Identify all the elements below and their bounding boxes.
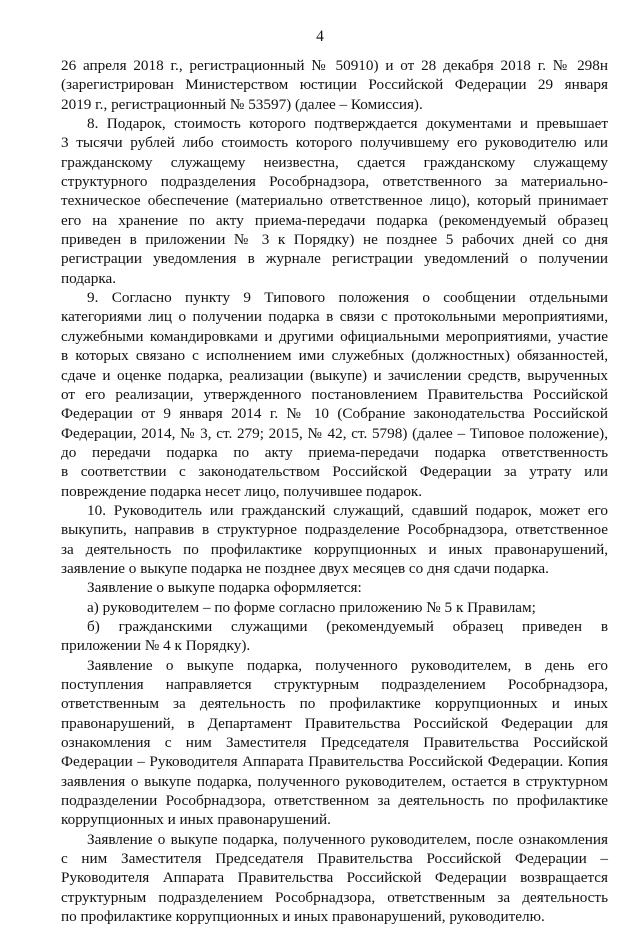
text-line: 10. Руководитель или гражданский служащий, сдавший подарок, может его — [87, 501, 608, 519]
text-line: подарка. — [61, 269, 117, 287]
text-line: Федерации – Руководителя Аппарата Правительства Российской Федерации. Копия — [61, 753, 608, 771]
text-line: регистрации уведомления в журнале регистрации уведомлений о получении — [61, 250, 608, 268]
text-line: поступления направляется структурным подразделением Рособрнадзора, — [61, 676, 608, 693]
text-line: заявления о выкупе подарка, полученного руководителем, остается в структурном — [61, 772, 608, 790]
text-line: с ним Заместителя Председателя Правительства Российской Федерации – — [61, 850, 608, 868]
text-line: до передачи подарка по акту приема-передачи подарка ответственность — [61, 443, 608, 461]
text-line: 3 тысячи рублей либо стоимость которого получившему его руководителю или — [61, 134, 608, 152]
text-line: сдаче и оценке подарка, реализации (выкупе) и зачислении средств, вырученных — [61, 366, 608, 384]
text-line: ознакомления с ним Заместителя Председателя Правительства Российской — [61, 734, 608, 752]
text-line: а) руководителем – по форме согласно приложению № 5 к Правилам; — [87, 598, 536, 616]
text-line: Руководителя Аппарата Правительства Российской Федерации возвращается — [61, 869, 608, 887]
page-number: 4 — [316, 28, 324, 45]
text-line: Заявление о выкупе подарка, полученного руководителем, в день его — [87, 656, 608, 674]
text-line: Федерации от 9 января 2014 г. № 10 (Собрание законодательства Российской — [61, 405, 608, 423]
text-line: повреждение подарка несет лицо, получившее подарок. — [61, 482, 423, 500]
text-line: гражданскому служащему неизвестна, сдается гражданскому служащему — [61, 153, 608, 171]
text-line: 26 апреля 2018 г., регистрационный № 50910) и от 28 декабря 2018 г. № 298н — [61, 57, 608, 74]
text-line: структурного подразделения Рособрнадзора, ответственного за материально- — [61, 173, 608, 191]
text-line: за деятельность по профилактике коррупционных и иных правонарушений, — [61, 540, 608, 558]
text-line: 9. Согласно пункту 9 Типового положения о сообщении отдельными — [87, 289, 608, 307]
text-line: структурным подразделением Рособрнадзора, ответственным за деятельность — [61, 888, 608, 906]
text-line: категориями лиц о получении подарка в связи с протокольными мероприятиями, — [61, 308, 608, 326]
document-body — [61, 56, 608, 926]
text-line: его на хранение по акту приема-передачи подарка (рекомендуемый образец — [61, 211, 608, 229]
text-line: приведен в приложении № 3 к Порядку) не позднее 5 рабочих дней со дня — [61, 231, 608, 249]
text-line: правонарушений, в Департамент Правительства Российской Федерации для — [61, 714, 608, 732]
text-line: техническое обеспечение (материально ответственное лицо), который принимает — [61, 192, 608, 210]
text-line: заявление о выкупе подарка не позднее двух месяцев со дня сдачи подарка. — [61, 559, 549, 577]
text-line: (зарегистрирован Министерством юстиции Российской Федерации 29 января — [61, 76, 608, 94]
text-line: 2019 г., регистрационный № 53597) (далее – Комиссия). — [61, 95, 423, 113]
text-line: подразделении Рособрнадзора, ответственном за деятельность по профилактике — [61, 792, 608, 810]
text-line: от его реализации, утвержденного постановлением Правительства Российской — [61, 385, 608, 403]
text-line: по профилактике коррупционных и иных правонарушений, руководителю. — [61, 908, 545, 926]
text-line: Заявление о выкупе подарка оформляется: — [87, 579, 362, 597]
text-line: 8. Подарок, стоимость которого подтверждается документами и превышает — [87, 115, 608, 133]
text-line: Заявление о выкупе подарка, полученного руководителем, после ознакомления — [87, 830, 608, 848]
text-line: в соответствии с законодательством Российской Федерации за утрату или — [61, 463, 608, 481]
text-line: в которых связано с исполнением ими служебных (должностных) обязанностей, — [61, 347, 608, 365]
text-line: служебными командировками и другими официальными мероприятиями, участие — [61, 327, 608, 345]
text-line: Федерации, 2014, № 3, ст. 279; 2015, № 42, ст. 5798) (далее – Типовое положение), — [61, 424, 608, 442]
text-line: выкупить, направив в структурное подразделение Рособрнадзора, ответственное — [61, 521, 608, 539]
text-line: ответственным за деятельность по профилактике коррупционных и иных — [61, 695, 608, 713]
text-line: приложении № 4 к Порядку). — [61, 637, 251, 655]
text-line: коррупционных и иных правонарушений. — [61, 811, 331, 829]
text-line: б) гражданскими служащими (рекомендуемый образец приведен в — [87, 617, 608, 635]
